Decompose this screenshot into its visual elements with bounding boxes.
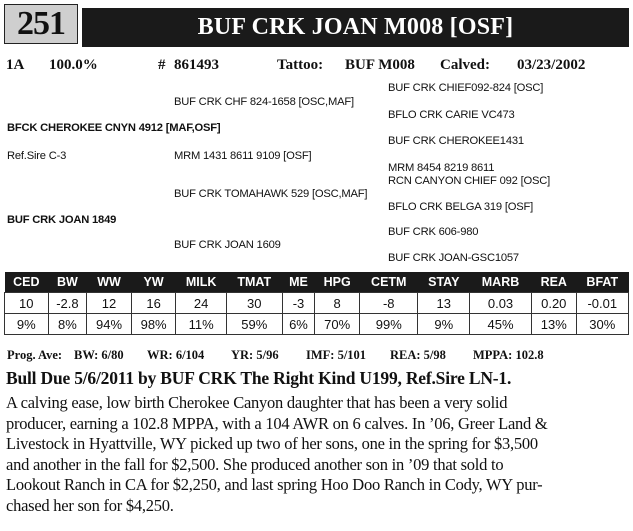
epd-value-ww: 12 — [87, 293, 132, 314]
description-line: Lookout Ranch in CA for $2,250, and last spring Hoo Doo Ranch in Cody, WY pur- — [6, 475, 543, 494]
epd-header-ww: WW — [87, 272, 132, 293]
epd-value-yw: 16 — [131, 293, 176, 314]
epd-value-bw: -2.8 — [48, 293, 87, 314]
epd-percentile-me: 6% — [282, 314, 315, 335]
pedigree-ddd: BUF CRK JOAN-GSC1057 — [388, 252, 519, 264]
description-line: Livestock in Hyattville, WY picked up two of her sons, one in the spring for $3,500 — [6, 434, 538, 453]
pedigree-sds: BUF CRK CHEROKEE1431 — [388, 135, 524, 147]
epd-value-bfat: -0.01 — [576, 293, 628, 314]
epd-header-me: ME — [282, 272, 315, 293]
epd-header-yw: YW — [131, 272, 176, 293]
epd-header-rea: REA — [531, 272, 576, 293]
pedigree-sire-sire: BUF CRK CHF 824-1658 [OSC,MAF] — [174, 96, 354, 108]
group-code: 1A — [6, 57, 25, 73]
epd-value-cetm: -8 — [360, 293, 418, 314]
epd-percentile-stay: 9% — [418, 314, 470, 335]
pedigree-sire: BFCK CHEROKEE CNYN 4912 [MAF,OSF] — [7, 122, 221, 134]
epd-values-row — [5, 293, 629, 314]
epd-value-ced: 10 — [5, 293, 49, 314]
epd-percentile-ww: 94% — [87, 314, 132, 335]
calved-label: Calved: — [440, 57, 490, 73]
epd-value-me: -3 — [282, 293, 315, 314]
reg-number: 861493 — [174, 57, 219, 73]
pedigree-sire-dam: MRM 1431 8611 9109 [OSF] — [174, 150, 312, 162]
pedigree-dds: BUF CRK 606-980 — [388, 226, 479, 238]
prog-ave-bw: BW: 6/80 — [74, 348, 124, 362]
epd-header-cetm: CETM — [360, 272, 418, 293]
epd-header-ced: CED — [5, 272, 49, 293]
epd-value-rea: 0.20 — [531, 293, 576, 314]
prog-ave-imf: IMF: 5/101 — [306, 348, 367, 362]
breeding-headline: Bull Due 5/6/2011 by BUF CRK The Right Kind U199, Ref.Sire LN-1. — [6, 368, 512, 388]
epd-percentile-yw: 98% — [131, 314, 176, 335]
epd-percentile-row — [5, 314, 629, 335]
epd-value-hpg: 8 — [315, 293, 360, 314]
pedigree-sss: BUF CRK CHIEF092-824 [OSC] — [388, 82, 544, 94]
pedigree-ref-sire: Ref.Sire C-3 — [7, 150, 67, 162]
prog-ave-mppa: MPPA: 102.8 — [473, 348, 544, 362]
percent: 100.0% — [49, 57, 98, 73]
description-line: producer, earning a 102.8 MPPA, with a 104 AWR on 6 calves. In ’06, Greer Land & — [6, 413, 548, 433]
epd-header-stay: STAY — [418, 272, 470, 293]
tattoo-value: BUF M008 — [345, 57, 415, 73]
epd-header-tmat: TMAT — [226, 272, 282, 293]
epd-header-bfat: BFAT — [576, 272, 628, 293]
epd-percentile-rea: 13% — [531, 314, 576, 335]
prog-ave-label: Prog. Ave: — [7, 348, 63, 362]
description-line: A calving ease, low birth Cherokee Canyon daughter that has been a very solid — [6, 393, 508, 412]
epd-percentile-marb: 45% — [470, 314, 532, 335]
epd-percentile-bfat: 30% — [576, 314, 628, 335]
pedigree-dam-sire: BUF CRK TOMAHAWK 529 [OSC,MAF] — [174, 188, 368, 200]
epd-header-hpg: HPG — [315, 272, 360, 293]
animal-name: BUF CRK JOAN M008 [OSF] — [82, 8, 629, 47]
epd-value-tmat: 30 — [226, 293, 282, 314]
epd-value-marb: 0.03 — [470, 293, 532, 314]
pedigree-dsd: BFLO CRK BELGA 319 [OSF] — [388, 201, 534, 213]
pedigree-ssd: BFLO CRK CARIE VC473 — [388, 109, 515, 121]
epd-header-bw: BW — [48, 272, 87, 293]
info-row — [0, 57, 633, 77]
calved-value: 03/23/2002 — [517, 57, 586, 73]
prog-ave-yr: YR: 5/96 — [231, 348, 279, 362]
tattoo-label: Tattoo: — [277, 57, 324, 73]
pedigree-dss: RCN CANYON CHIEF 092 [OSC] — [388, 175, 551, 187]
pedigree-dam-dam: BUF CRK JOAN 1609 — [174, 239, 281, 251]
description-line: and another in the fall for $2,500. She produced another son in ’09 that sold to — [6, 454, 504, 474]
epd-header-milk: MILK — [176, 272, 226, 293]
epd-percentile-cetm: 99% — [360, 314, 418, 335]
description — [6, 393, 630, 516]
prog-ave-wr: WR: 6/104 — [147, 348, 205, 362]
pedigree-sdd: MRM 8454 8219 8611 — [388, 162, 495, 174]
pedigree-dam: BUF CRK JOAN 1849 — [7, 214, 117, 226]
epd-table — [4, 272, 629, 335]
epd-percentile-bw: 8% — [48, 314, 87, 335]
lot-number: 251 — [4, 4, 78, 44]
epd-percentile-milk: 11% — [176, 314, 226, 335]
epd-percentile-hpg: 70% — [315, 314, 360, 335]
epd-header-marb: MARB — [470, 272, 532, 293]
epd-value-stay: 13 — [418, 293, 470, 314]
epd-value-milk: 24 — [176, 293, 226, 314]
description-line: chased her son for $4,250. — [6, 495, 174, 515]
reg-label: # — [158, 57, 166, 73]
epd-header-row — [5, 272, 629, 293]
prog-ave-rea: REA: 5/98 — [390, 348, 446, 362]
progeny-average — [7, 348, 633, 364]
epd-percentile-ced: 9% — [5, 314, 49, 335]
epd-percentile-tmat: 59% — [226, 314, 282, 335]
